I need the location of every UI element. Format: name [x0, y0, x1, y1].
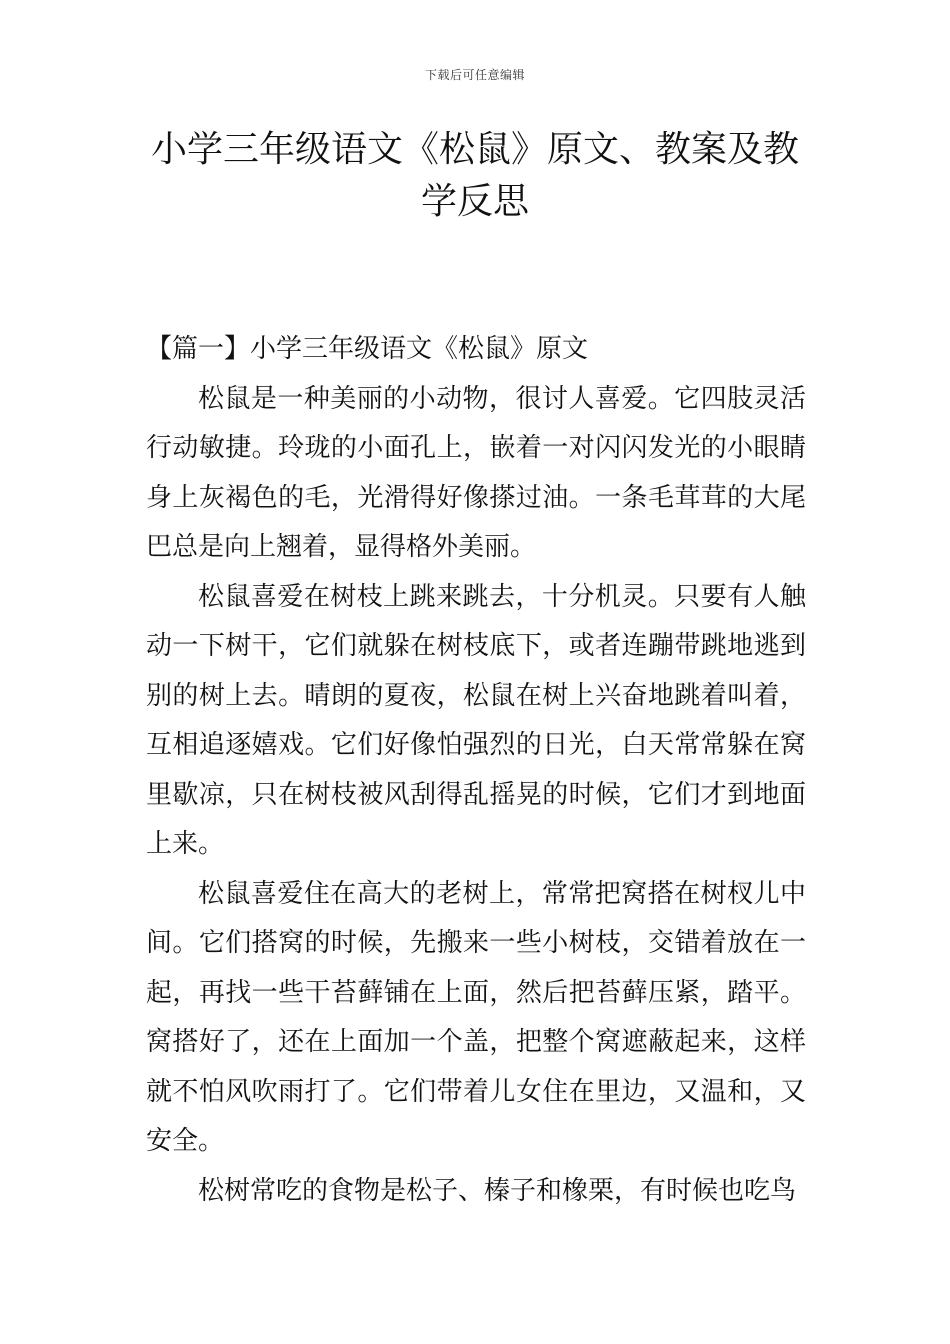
paragraph-3: 松鼠喜爱住在高大的老树上，常常把窝搭在树杈儿中间。它们搭窝的时候，先搬来一些小树枝，交错着放在一起，再找一些干苔藓铺在上面，然后把苔藓压紧，踏平。窝搭好了，还在上面加一个盖，把整个窝遮蔽起来，这样就不怕风吹雨打了。它们带着儿女住在里边，又温和，又安全。	[146, 878, 806, 1156]
section-heading: 【篇一】小学三年级语文《松鼠》原文	[146, 334, 589, 364]
paragraph-1: 松鼠是一种美丽的小动物，很讨人喜爱。它四肢灵活行动敏捷。玲珑的小面孔上，嵌着一对闪闪发光的小眼睛身上灰褐色的毛，光滑得好像搽过油。一条毛茸茸的大尾巴总是向上翘着，显得格外美丽。	[146, 383, 806, 562]
paragraph-4: 松树常吃的食物是松子、榛子和橡栗，有时候也吃鸟	[198, 1175, 797, 1206]
document-body	[146, 325, 806, 1216]
header-note: 下载后可任意编辑	[424, 68, 525, 82]
document-title: 小学三年级语文《松鼠》原文、教案及教学反思	[150, 129, 799, 222]
paragraph-2: 松鼠喜爱在树枝上跳来跳去，十分机灵。只要有人触动一下树干，它们就躲在树枝底下，或者连蹦带跳地逃到别的树上去。晴朗的夏夜，松鼠在树上兴奋地跳着叫着，互相追逐嬉戏。它们好像怕强烈的日光，白天常常躲在窝里歇凉，只在树枝被风刮得乱摇晃的时候，它们才到地面上来。	[146, 581, 806, 859]
